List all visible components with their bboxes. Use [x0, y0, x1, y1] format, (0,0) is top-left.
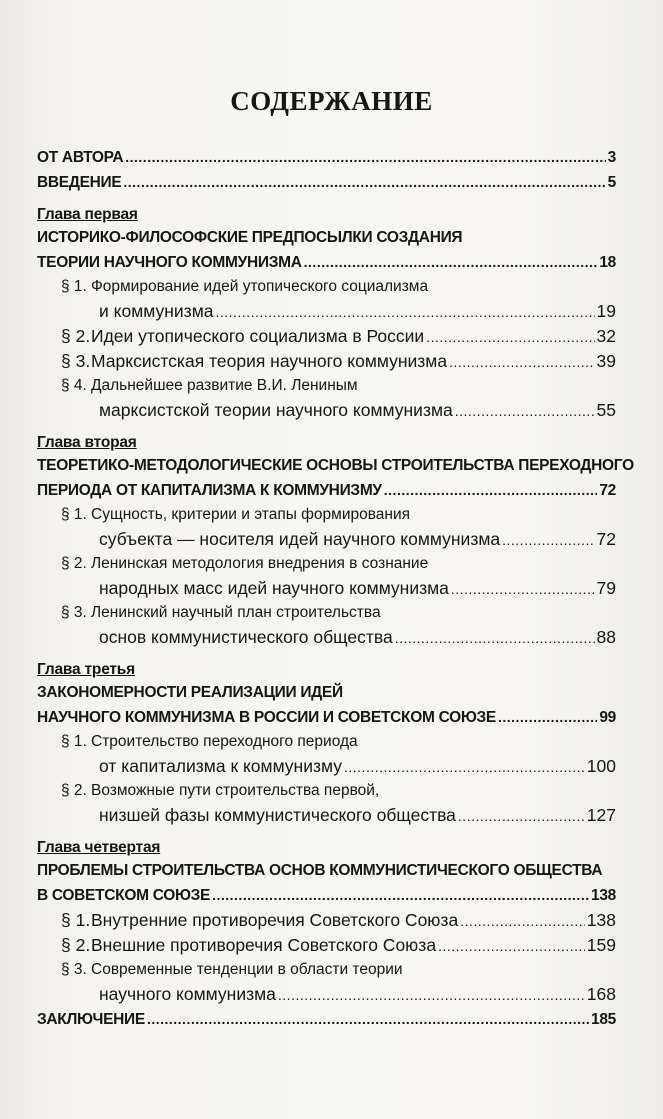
toc-entry	[37, 145, 616, 170]
section-number: § 1.	[61, 506, 87, 523]
page-number: 39	[596, 351, 616, 371]
page-number: 55	[596, 400, 616, 420]
dot-leader	[449, 349, 594, 374]
toc-entry-title: НАУЧНОГО КОММУНИЗМА В РОССИИ И СОВЕТСКОМ СОЮЗЕ	[37, 709, 496, 726]
section-number: § 1.	[61, 733, 87, 750]
page-number: 72	[596, 529, 616, 549]
toc-entry-title: § 2.Внешние противоречия Советского Союза	[61, 935, 437, 955]
toc-entry	[37, 1007, 616, 1032]
section-entry	[37, 576, 616, 601]
dot-leader	[451, 576, 595, 601]
page-number: 159	[586, 935, 616, 955]
section-title-line: § 3. Ленинский научный план строительства	[37, 601, 616, 625]
section-entry	[37, 398, 616, 423]
toc-entry-title: ТЕОРИИ НАУЧНОГО КОММУНИЗМА	[37, 254, 302, 271]
dot-leader	[438, 933, 585, 958]
page-number: 79	[596, 578, 616, 598]
toc-entry-title: § 2.Идеи утопического социализма в России	[61, 326, 425, 346]
toc-entry-title: § 3.Марксистская теория научного коммунизма	[61, 351, 448, 371]
toc-entry-title: ЗАКЛЮЧЕНИЕ	[37, 1011, 145, 1028]
page-number: 72	[599, 482, 616, 499]
section-number: § 2.	[61, 782, 87, 799]
section-entry	[37, 754, 616, 779]
toc-entry-title: основ коммунистического общества	[99, 627, 393, 647]
page-number: 18	[599, 254, 616, 271]
section-title-line: § 2. Возможные пути строительства первой,	[37, 779, 616, 803]
page-number: 32	[596, 326, 616, 346]
section-entry	[37, 324, 616, 349]
dot-leader	[125, 145, 605, 170]
page-number: 138	[586, 910, 616, 930]
dot-leader	[498, 705, 597, 730]
toc-entry-title: и коммунизма	[99, 301, 214, 321]
dot-leader	[304, 250, 598, 275]
dot-leader	[147, 1007, 589, 1032]
toc-entry-title: марксистской теории научного коммунизма	[99, 400, 453, 420]
section-number: § 1.	[61, 910, 91, 930]
chapter-label: Глава четвертая	[37, 839, 161, 856]
table-of-contents	[37, 145, 634, 1032]
dot-leader	[458, 803, 585, 828]
chapter-title-line: ТЕОРЕТИКО-МЕТОДОЛОГИЧЕСКИЕ ОСНОВЫ СТРОИТЕЛЬСТВА ПЕРЕХОДНОГО	[37, 457, 634, 474]
dot-leader	[212, 883, 589, 908]
page-number: 100	[586, 756, 616, 776]
page-number: 168	[586, 984, 616, 1004]
chapter-title-entry	[37, 883, 616, 908]
page-number: 127	[586, 805, 616, 825]
section-title-line: § 1. Строительство переходного периода	[37, 730, 616, 754]
chapter-title-entry	[37, 705, 616, 730]
section-number: § 3.	[61, 351, 91, 371]
dot-leader	[123, 170, 605, 195]
toc-entry-title: ОТ АВТОРА	[37, 149, 124, 166]
spacer	[37, 423, 616, 432]
toc-entry-title: ПЕРИОДА ОТ КАПИТАЛИЗМА К КОММУНИЗМУ	[37, 482, 382, 499]
section-number: § 2.	[61, 326, 91, 346]
spacer	[37, 195, 616, 204]
section-title-line: § 2. Ленинская методология внедрения в сознание	[37, 552, 616, 576]
section-entry	[37, 299, 616, 324]
toc-entry-title: народных масс идей научного коммунизма	[99, 578, 449, 598]
section-title-line: § 3. Современные тенденции в области теории	[37, 958, 616, 982]
chapter-title-line: ЗАКОНОМЕРНОСТИ РЕАЛИЗАЦИИ ИДЕЙ	[37, 684, 343, 701]
dot-leader	[395, 625, 595, 650]
section-entry	[37, 982, 616, 1007]
section-entry	[37, 625, 616, 650]
toc-entry-title: от капитализма к коммунизму	[99, 756, 342, 776]
spacer	[37, 828, 616, 837]
section-entry	[37, 527, 616, 552]
toc-entry	[37, 170, 616, 195]
toc-entry-title: § 1.Внутренние противоречия Советского Союза	[61, 910, 459, 930]
dot-leader	[455, 398, 595, 423]
dot-leader	[215, 299, 594, 324]
chapter-title-entry	[37, 478, 616, 503]
chapter-label: Глава третья	[37, 661, 135, 678]
spacer	[37, 650, 616, 659]
page-number: 99	[599, 709, 616, 726]
section-number: § 2.	[61, 555, 87, 572]
section-number: § 4.	[61, 377, 87, 394]
chapter-title-line: ИСТОРИКО-ФИЛОСОФСКИЕ ПРЕДПОСЫЛКИ СОЗДАНИЯ	[37, 229, 463, 246]
page-number: 138	[591, 887, 616, 904]
toc-entry-title: низшей фазы коммунистического общества	[99, 805, 456, 825]
toc-entry-title: ВВЕДЕНИЕ	[37, 174, 122, 191]
dot-leader	[384, 478, 598, 503]
section-number: § 3.	[61, 604, 87, 621]
page-number: 88	[596, 627, 616, 647]
section-entry	[37, 908, 616, 933]
section-entry	[37, 803, 616, 828]
toc-entry-title: субъекта — носителя идей научного коммунизма	[99, 529, 501, 549]
page-number: 3	[607, 149, 616, 166]
page-title: СОДЕРЖАНИЕ	[230, 86, 433, 116]
chapter-label: Глава первая	[37, 206, 138, 223]
chapter-title-line: ПРОБЛЕМЫ СТРОИТЕЛЬСТВА ОСНОВ КОММУНИСТИЧЕСКОГО ОБЩЕСТВА	[37, 862, 603, 879]
section-title-line: § 1. Формирование идей утопического социализма	[37, 275, 616, 299]
dot-leader	[426, 324, 594, 349]
toc-entry-title: научного коммунизма	[99, 984, 276, 1004]
section-number: § 3.	[61, 961, 87, 978]
dot-leader	[502, 527, 594, 552]
chapter-title-entry	[37, 250, 616, 275]
section-number: § 2.	[61, 935, 91, 955]
dot-leader	[460, 908, 585, 933]
page-number: 185	[591, 1011, 616, 1028]
page-number: 19	[596, 301, 616, 321]
toc-entry-title: В СОВЕТСКОМ СОЮЗЕ	[37, 887, 211, 904]
chapter-label: Глава вторая	[37, 434, 137, 451]
section-title-line: § 1. Сущность, критерии и этапы формирования	[37, 503, 616, 527]
section-entry	[37, 349, 616, 374]
dot-leader	[278, 982, 585, 1007]
section-entry	[37, 933, 616, 958]
section-number: § 1.	[61, 278, 87, 295]
page-number: 5	[607, 174, 616, 191]
section-title-line: § 4. Дальнейшее развитие В.И. Лениным	[37, 374, 616, 398]
dot-leader	[344, 754, 585, 779]
